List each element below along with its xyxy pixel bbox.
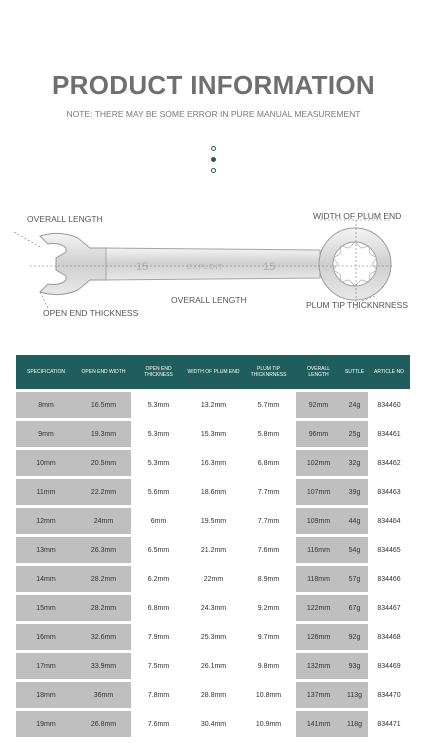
cell-suttle: 67g — [341, 594, 368, 623]
cell-suttle: 24g — [341, 391, 368, 420]
cell-article-no: 834461 — [368, 420, 410, 449]
cell-open-end-thickness: 7.8mm — [131, 681, 186, 710]
cell-plum-tip-thickness: 10.9mm — [241, 710, 296, 738]
cell-article-no: 834470 — [368, 681, 410, 710]
cell-overall-length: 107mm — [296, 478, 341, 507]
cell-overall-length: 122mm — [296, 594, 341, 623]
cell-width-of-plum-end: 28.8mm — [186, 681, 241, 710]
table-row — [16, 623, 410, 652]
header-open-end-thickness: OPEN END THICKNESS — [131, 355, 186, 391]
cell-overall-length: 132mm — [296, 652, 341, 681]
table-row — [16, 420, 410, 449]
cell-open-end-thickness: 6.8mm — [131, 594, 186, 623]
cell-width-of-plum-end: 25.3mm — [186, 623, 241, 652]
table-row — [16, 681, 410, 710]
cell-open-end-width: 19.3mm — [76, 420, 131, 449]
cell-specification: 11mm — [16, 478, 76, 507]
cell-open-end-width: 24mm — [76, 507, 131, 536]
cell-plum-tip-thickness: 9.7mm — [241, 623, 296, 652]
cell-article-no: 834464 — [368, 507, 410, 536]
cell-overall-length: 118mm — [296, 565, 341, 594]
cell-open-end-thickness: 6.5mm — [131, 536, 186, 565]
cell-suttle: 118g — [341, 710, 368, 738]
ring-opening — [333, 242, 377, 286]
cell-open-end-thickness: 5.3mm — [131, 420, 186, 449]
table-header-row — [16, 355, 410, 391]
cell-width-of-plum-end: 18.6mm — [186, 478, 241, 507]
cell-open-end-width: 33.9mm — [76, 652, 131, 681]
table-row — [16, 565, 410, 594]
table-row — [16, 478, 410, 507]
cell-specification: 18mm — [16, 681, 76, 710]
cell-specification: 13mm — [16, 536, 76, 565]
spec-table — [16, 355, 410, 737]
header-overall-length: OVERALL LENGTH — [296, 355, 341, 391]
table-row — [16, 594, 410, 623]
cell-suttle: 39g — [341, 478, 368, 507]
cell-suttle: 113g — [341, 681, 368, 710]
leader-open-end — [40, 292, 48, 308]
cell-width-of-plum-end: 22mm — [186, 565, 241, 594]
cell-specification: 14mm — [16, 565, 76, 594]
cell-specification: 16mm — [16, 623, 76, 652]
cell-article-no: 834465 — [368, 536, 410, 565]
header-width-of-plum-end: WIDTH OF PLUM END — [186, 355, 241, 391]
cell-suttle: 25g — [341, 420, 368, 449]
cell-open-end-width: 36mm — [76, 681, 131, 710]
cell-open-end-width: 26.3mm — [76, 536, 131, 565]
cell-specification: 10mm — [16, 449, 76, 478]
cell-specification: 17mm — [16, 652, 76, 681]
wrench-diagram — [0, 200, 427, 330]
cell-specification: 15mm — [16, 594, 76, 623]
cell-open-end-width: 28.2mm — [76, 594, 131, 623]
cell-open-end-width: 20.5mm — [76, 449, 131, 478]
table-row — [16, 449, 410, 478]
table-row — [16, 391, 410, 420]
cell-article-no: 834462 — [368, 449, 410, 478]
header-plum-tip-thickness: PLUM TIP THICKNRNESS — [241, 355, 296, 391]
cell-overall-length: 137mm — [296, 681, 341, 710]
cell-specification: 12mm — [16, 507, 76, 536]
size-mark-right: 15 — [263, 261, 276, 273]
cell-suttle: 93g — [341, 652, 368, 681]
label-open-end-thickness: OPEN END THICKNESS — [43, 308, 139, 318]
header-article-no: ARTICLE NO — [368, 355, 410, 391]
cell-overall-length: 126mm — [296, 623, 341, 652]
cell-article-no: 834471 — [368, 710, 410, 738]
page-title: PRODUCT INFORMATION — [52, 70, 375, 100]
cell-overall-length: 116mm — [296, 536, 341, 565]
cell-overall-length: 109mm — [296, 507, 341, 536]
cell-overall-length: 102mm — [296, 449, 341, 478]
carousel-dot[interactable] — [211, 168, 216, 173]
table-row — [16, 652, 410, 681]
cell-width-of-plum-end: 13.2mm — [186, 391, 241, 420]
cell-plum-tip-thickness: 5.7mm — [241, 391, 296, 420]
label-width-of-plum-end: WIDTH OF PLUM END — [313, 211, 402, 221]
cell-plum-tip-thickness: 6.8mm — [241, 449, 296, 478]
cell-suttle: 54g — [341, 536, 368, 565]
table-row — [16, 507, 410, 536]
cell-suttle: 44g — [341, 507, 368, 536]
cell-article-no: 834467 — [368, 594, 410, 623]
carousel-indicator — [209, 146, 217, 179]
cell-width-of-plum-end: 26.1mm — [186, 652, 241, 681]
table-row — [16, 710, 410, 738]
cell-specification: 8mm — [16, 391, 76, 420]
cell-open-end-thickness: 5.3mm — [131, 449, 186, 478]
cell-suttle: 32g — [341, 449, 368, 478]
cell-plum-tip-thickness: 10.8mm — [241, 681, 296, 710]
cell-plum-tip-thickness: 8.9mm — [241, 565, 296, 594]
cell-article-no: 834466 — [368, 565, 410, 594]
cell-specification: 19mm — [16, 710, 76, 738]
cell-width-of-plum-end: 21.2mm — [186, 536, 241, 565]
size-mark-left: 15 — [136, 261, 149, 273]
cell-plum-tip-thickness: 7.6mm — [241, 536, 296, 565]
label-overall-length-top: OVERALL LENGTH — [27, 214, 103, 224]
cell-plum-tip-thickness: 7.7mm — [241, 478, 296, 507]
cell-suttle: 92g — [341, 623, 368, 652]
header-specification: SPECIFICATION — [16, 355, 76, 391]
cell-article-no: 834460 — [368, 391, 410, 420]
cell-suttle: 57g — [341, 565, 368, 594]
brand-mark: EXPLOIT — [187, 264, 224, 271]
cell-overall-length: 96mm — [296, 420, 341, 449]
cell-open-end-thickness: 5.6mm — [131, 478, 186, 507]
header-open-end-width: OPEN END WIDTH — [76, 355, 131, 391]
leader-overall-length-top — [14, 232, 42, 248]
cell-open-end-width: 16.5mm — [76, 391, 131, 420]
cell-open-end-width: 28.2mm — [76, 565, 131, 594]
cell-plum-tip-thickness: 9.8mm — [241, 652, 296, 681]
cell-width-of-plum-end: 24.3mm — [186, 594, 241, 623]
table-row — [16, 536, 410, 565]
cell-article-no: 834468 — [368, 623, 410, 652]
cell-article-no: 834463 — [368, 478, 410, 507]
cell-overall-length: 141mm — [296, 710, 341, 738]
cell-plum-tip-thickness: 5.8mm — [241, 420, 296, 449]
cell-width-of-plum-end: 19.5mm — [186, 507, 241, 536]
cell-width-of-plum-end: 15.3mm — [186, 420, 241, 449]
carousel-dot-active[interactable] — [211, 157, 216, 162]
cell-open-end-width: 26.8mm — [76, 710, 131, 738]
cell-article-no: 834469 — [368, 652, 410, 681]
cell-open-end-width: 32.6mm — [76, 623, 131, 652]
cell-open-end-thickness: 7.9mm — [131, 623, 186, 652]
carousel-dot[interactable] — [211, 146, 216, 151]
label-plum-tip-thickness: PLUM TIP THICKNRNESS — [306, 300, 409, 310]
label-overall-length-mid: OVERALL LENGTH — [171, 295, 247, 305]
measurement-note: NOTE: THERE MAY BE SOME ERROR IN PURE MANUAL MEASUREMENT — [66, 109, 361, 119]
cell-open-end-thickness: 7.5mm — [131, 652, 186, 681]
cell-open-end-thickness: 5.3mm — [131, 391, 186, 420]
open-end-jaw — [40, 233, 108, 294]
cell-width-of-plum-end: 16.3mm — [186, 449, 241, 478]
cell-open-end-thickness: 7.6mm — [131, 710, 186, 738]
header-suttle: SUTTLE — [341, 355, 368, 391]
cell-open-end-thickness: 6mm — [131, 507, 186, 536]
cell-plum-tip-thickness: 7.7mm — [241, 507, 296, 536]
cell-plum-tip-thickness: 9.2mm — [241, 594, 296, 623]
cell-overall-length: 92mm — [296, 391, 341, 420]
cell-specification: 9mm — [16, 420, 76, 449]
cell-open-end-thickness: 6.2mm — [131, 565, 186, 594]
cell-width-of-plum-end: 30.4mm — [186, 710, 241, 738]
table-body — [16, 391, 410, 738]
cell-open-end-width: 22.2mm — [76, 478, 131, 507]
